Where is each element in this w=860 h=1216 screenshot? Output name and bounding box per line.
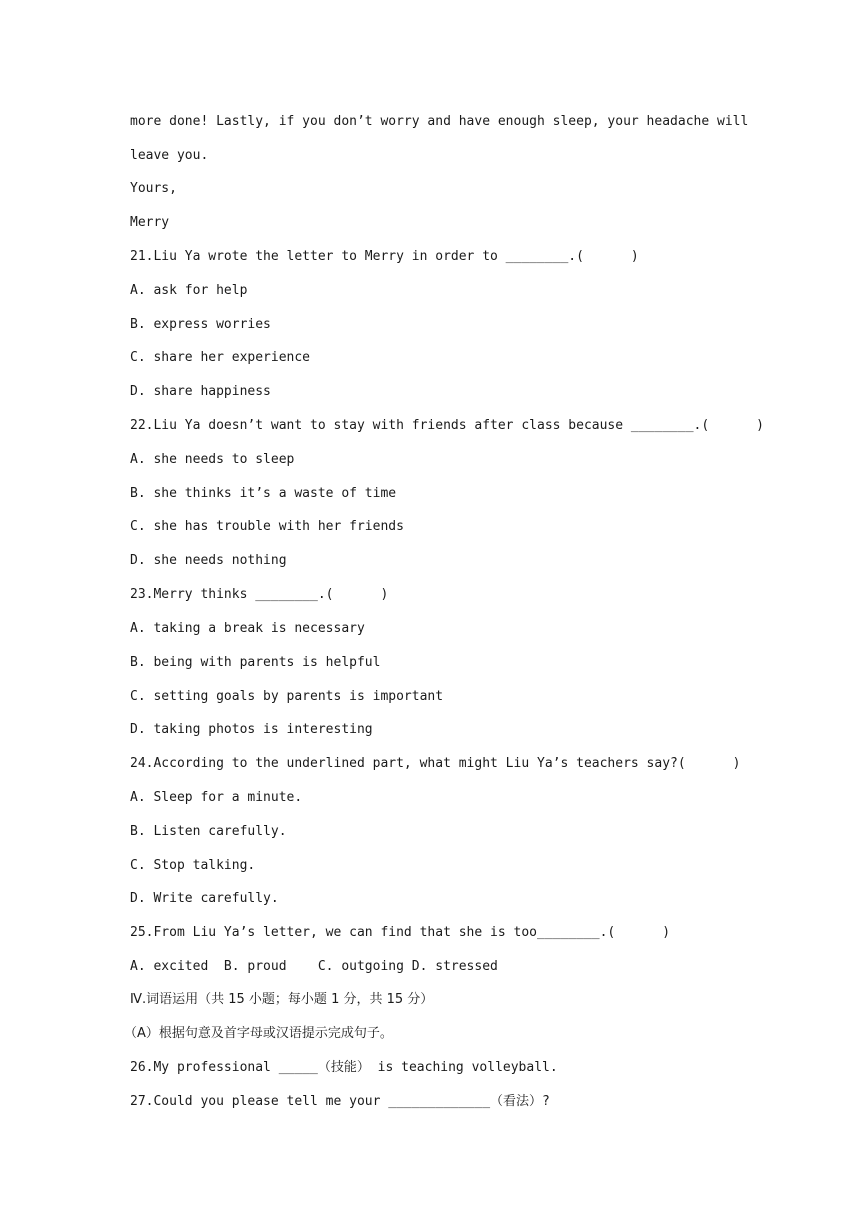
question-25: 25.From Liu Ya’s letter, we can find that she is too________.( ) xyxy=(130,925,671,940)
option-21-b: B. express worries xyxy=(130,317,271,332)
option-24-a: A. Sleep for a minute. xyxy=(130,790,303,805)
section-instruction: （A）根据句意及首字母或汉语提示完成句子。 xyxy=(124,1026,393,1041)
option-23-d: D. taking photos is interesting xyxy=(130,722,373,737)
question-27: 27.Could you please tell me your _____________（看法）? xyxy=(130,1094,550,1109)
option-24-c: C. Stop talking. xyxy=(130,858,256,873)
option-23-a: A. taking a break is necessary xyxy=(130,621,365,636)
option-22-c: C. she has trouble with her friends xyxy=(130,519,404,534)
question-26: 26.My professional _____（技能） is teaching volleyball. xyxy=(130,1060,558,1075)
question-23: 23.Merry thinks ________.( ) xyxy=(130,587,389,602)
question-21: 21.Liu Ya wrote the letter to Merry in order to ________.( ) xyxy=(130,249,639,264)
options-25: A. excited B. proud C. outgoing D. stressed xyxy=(130,959,498,974)
passage-line: leave you. xyxy=(130,148,209,163)
option-23-c: C. setting goals by parents is important xyxy=(130,689,444,704)
option-22-a: A. she needs to sleep xyxy=(130,452,295,467)
passage-line: more done! Lastly, if you don’t worry and have enough sleep, your headache will xyxy=(130,114,749,129)
option-23-b: B. being with parents is helpful xyxy=(130,655,381,670)
option-24-d: D. Write carefully. xyxy=(130,891,279,906)
letter-closing: Yours, xyxy=(130,181,177,196)
option-21-d: D. share happiness xyxy=(130,384,271,399)
option-21-a: A. ask for help xyxy=(130,283,248,298)
option-22-d: D. she needs nothing xyxy=(130,553,287,568)
option-21-c: C. share her experience xyxy=(130,350,311,365)
section-heading: Ⅳ.词语运用（共 15 小题；每小题 1 分，共 15 分） xyxy=(130,992,434,1007)
letter-signature: Merry xyxy=(130,215,170,230)
question-22: 22.Liu Ya doesn’t want to stay with friends after class because ________.( ) xyxy=(130,418,764,433)
option-22-b: B. she thinks it’s a waste of time xyxy=(130,486,397,501)
option-24-b: B. Listen carefully. xyxy=(130,824,287,839)
question-24: 24.According to the underlined part, what might Liu Ya’s teachers say?( ) xyxy=(130,756,741,771)
